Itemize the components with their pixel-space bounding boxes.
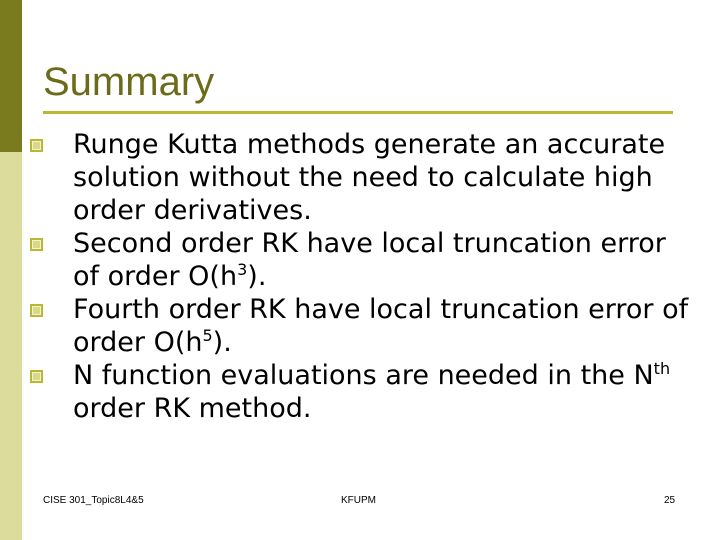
sidebar-light-band (0, 152, 22, 540)
bullet-item (30, 227, 700, 293)
bullet-item (30, 359, 700, 425)
superscript: 3 (237, 260, 248, 279)
slide-title: Summary (43, 60, 215, 104)
bullet-text: Second order RK have local truncation error of order $O(h^3)$. (73, 228, 666, 292)
square-bullet-icon (30, 238, 43, 251)
footer-institution: KFUPM (341, 495, 376, 506)
bullet-list (30, 128, 700, 425)
bullet-item (30, 293, 700, 359)
title-underline (43, 111, 673, 114)
sidebar-dark-band (0, 0, 22, 152)
bullet-item (30, 128, 700, 227)
square-bullet-icon (30, 370, 43, 383)
square-bullet-icon (30, 139, 43, 152)
bullet-text: N function evaluations are needed in the $N^{th}$ order RK method. (73, 359, 671, 424)
bullet-text: Fourth order RK have local truncation error of order $O(h^5)$. (73, 294, 689, 358)
square-bullet-icon (30, 304, 43, 317)
footer-course-code: CISE 301_Topic8L4&5 (43, 495, 144, 506)
sidebar-decoration (0, 0, 22, 540)
bullet-text: Runge Kutta methods generate an accurate solution without the need to calculate high order derivatives. (73, 129, 666, 226)
footer-page-number: 25 (664, 495, 676, 506)
superscript: 5 (202, 326, 213, 345)
superscript: th (653, 359, 671, 378)
